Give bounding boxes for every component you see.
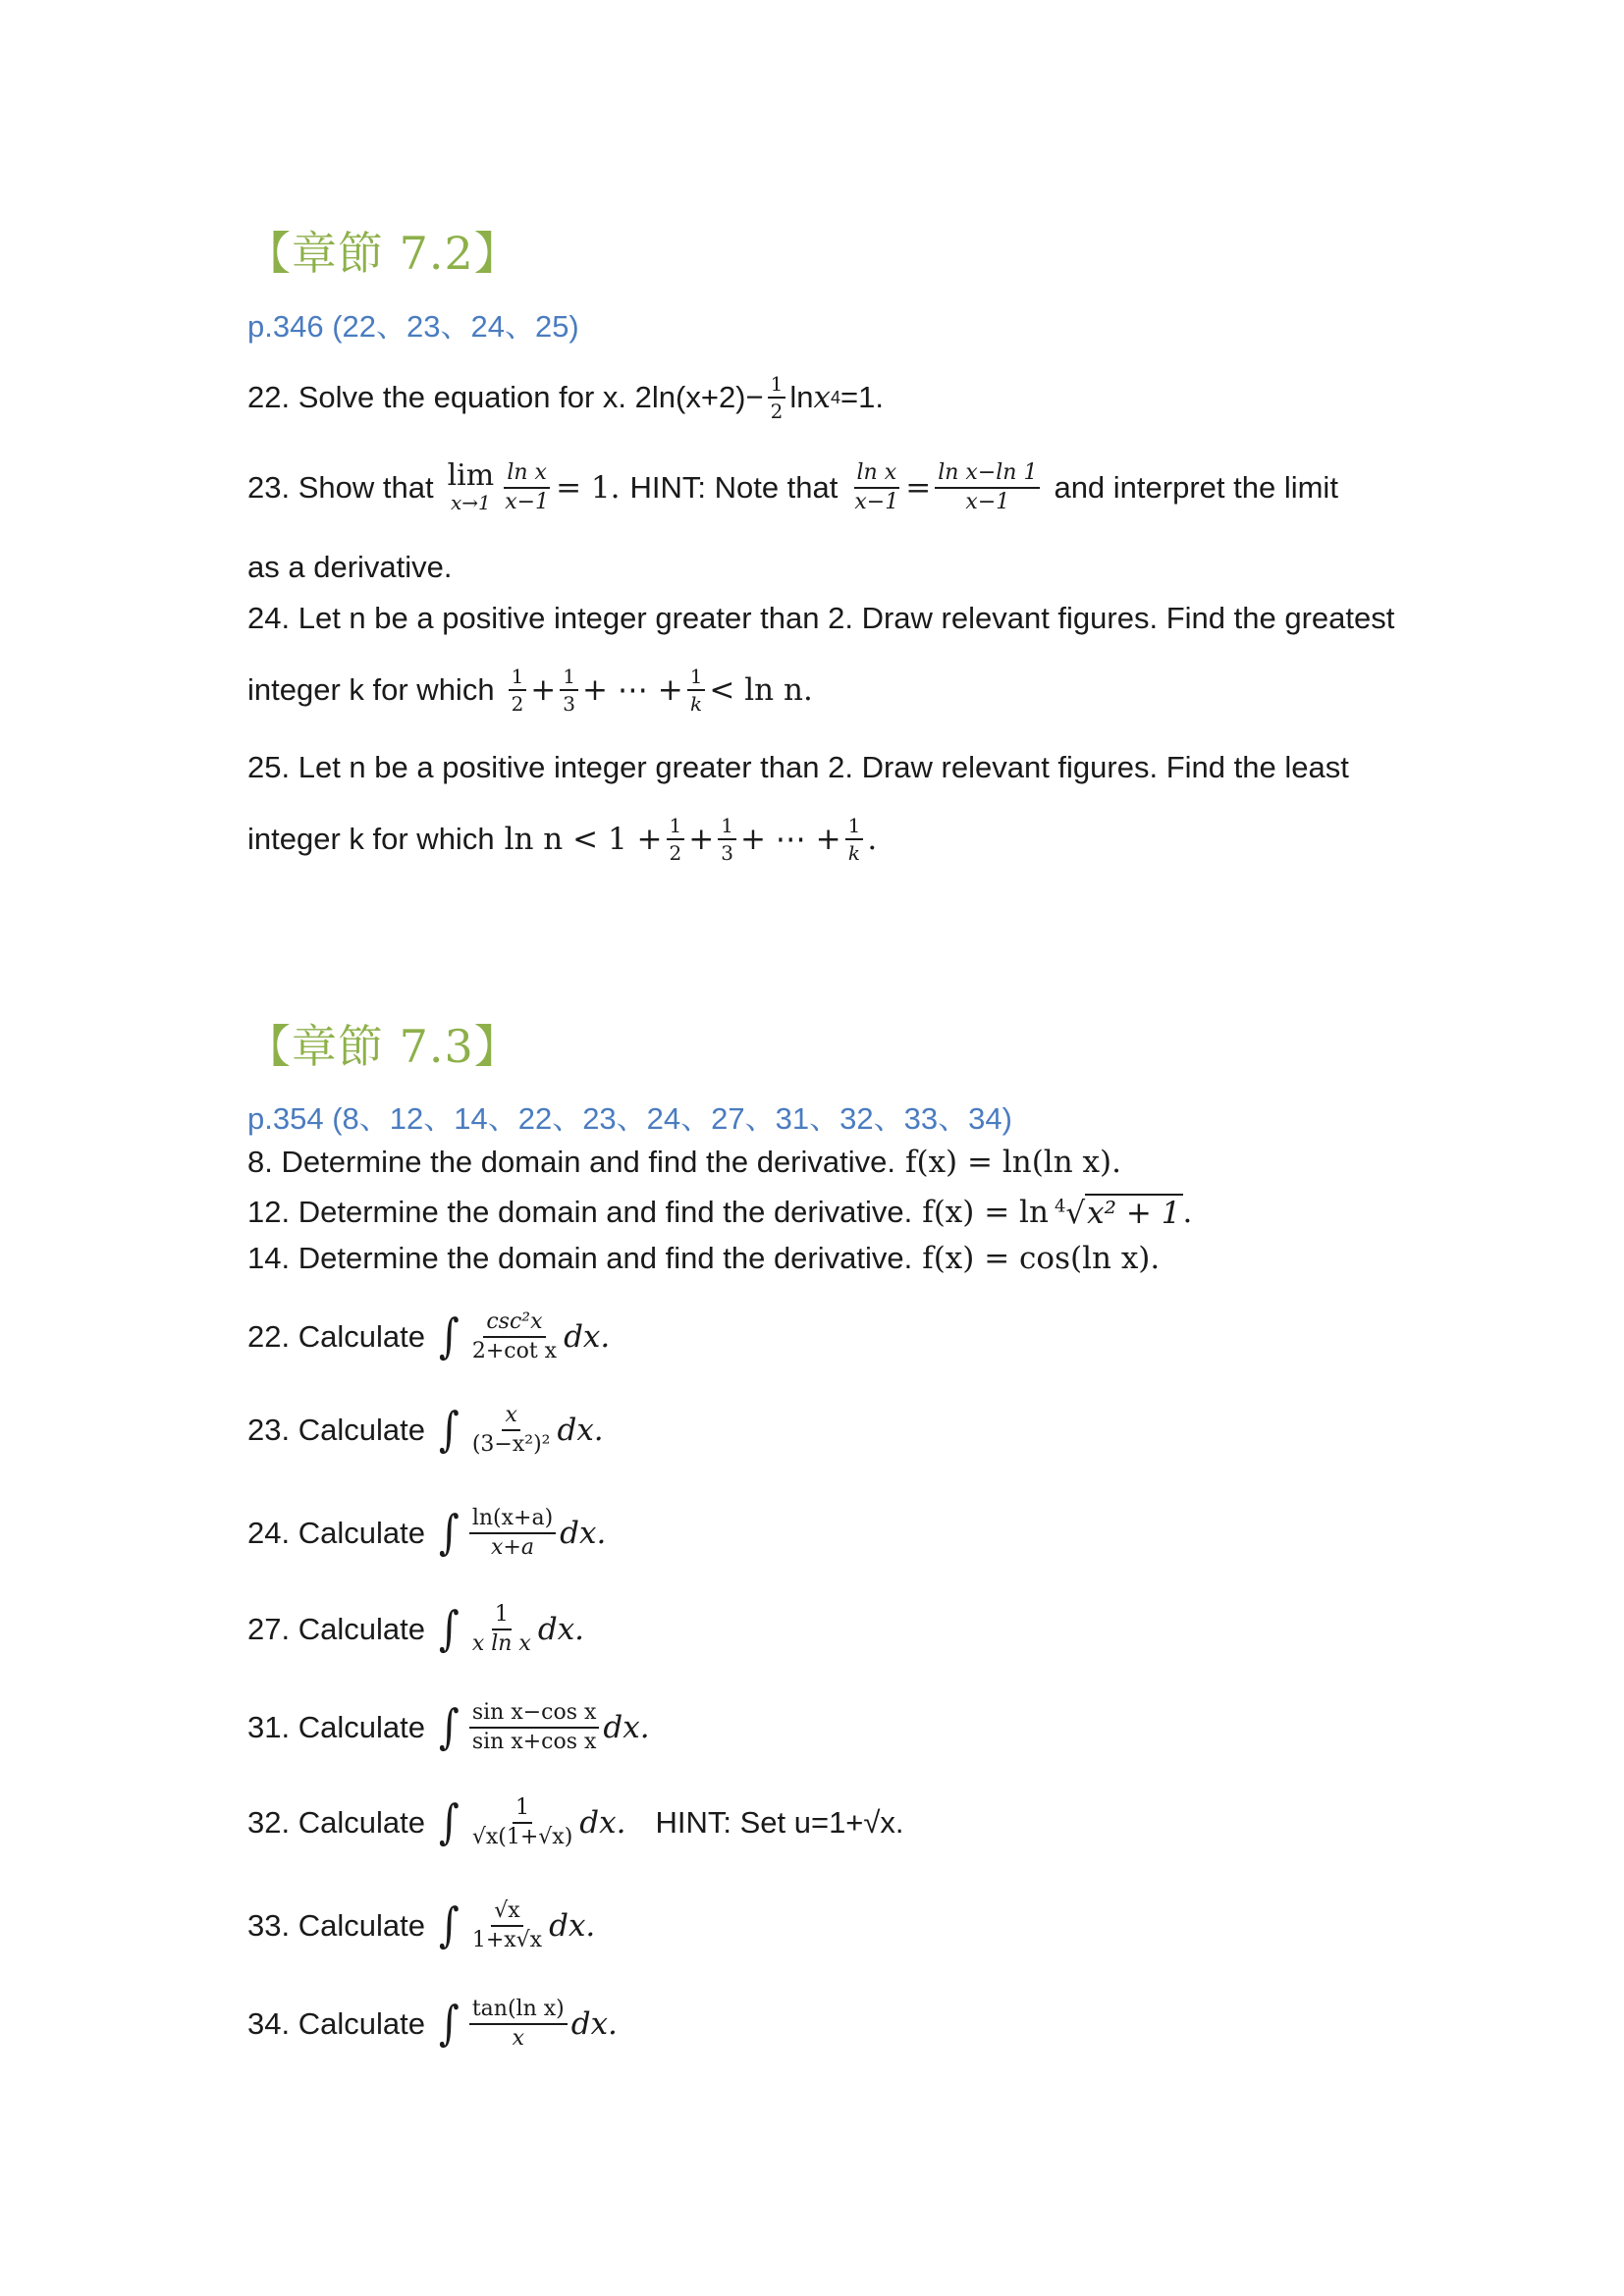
fraction-1-k	[687, 666, 706, 715]
calculate-label: Calculate	[298, 1908, 425, 1944]
equation-end: =1.	[839, 380, 884, 414]
numerator: ln x	[504, 461, 550, 489]
integral-sign: ∫	[438, 1309, 460, 1364]
page-reference-7-3: p.354 (8、12、14、22、23、24、27、31、32、33、34)	[247, 1101, 1012, 1136]
numerator: 1	[718, 815, 736, 840]
calculate-label: Calculate	[298, 1516, 425, 1551]
problem-number: 33.	[247, 1908, 291, 1944]
problem-14	[247, 1241, 1160, 1276]
integrand-fraction	[469, 1507, 556, 1560]
numerator: 1	[492, 1603, 512, 1630]
fraction-lnx-minus-ln1	[935, 461, 1040, 514]
numerator: x	[502, 1404, 519, 1431]
calculate-label: Calculate	[298, 2006, 425, 2042]
numerator: ln x−ln 1	[935, 461, 1040, 489]
denominator: x−1	[854, 490, 899, 515]
dx: dx.	[579, 1805, 626, 1842]
problem-23	[247, 458, 1338, 515]
denominator: √x(1+√x)	[471, 1825, 573, 1850]
integral-27	[247, 1603, 584, 1656]
numerator: csc²x	[483, 1310, 545, 1338]
dx: dx.	[549, 1908, 596, 1945]
problem-24-expression	[247, 666, 813, 715]
integrand-fraction	[469, 1899, 545, 1952]
problem-number: 34.	[247, 2006, 291, 2042]
denominator: sin x+cos x	[471, 1730, 597, 1755]
problem-24: 24. Let n be a positive integer greater than 2. Draw relevant figures. Find the greatest	[247, 601, 1395, 635]
problem-number: 32.	[247, 1805, 291, 1841]
numerator: sin x−cos x	[469, 1701, 600, 1729]
problem-22	[247, 373, 884, 422]
integral-23	[247, 1404, 604, 1457]
problem-12: 12. Determine the domain and find the derivative. f(x) = ln $^4$√x² + 1 .	[247, 1195, 1193, 1231]
integral-sign: ∫	[438, 1602, 460, 1657]
problem-number: 27.	[247, 1612, 291, 1647]
limit-operator	[447, 458, 495, 515]
integral-sign: ∫	[438, 1997, 460, 2052]
problem-number: 22.	[247, 1319, 291, 1355]
period: .	[1182, 1195, 1193, 1230]
integral-sign: ∫	[438, 1403, 460, 1458]
section-heading-7-2: 【章節 7.2】	[245, 227, 520, 280]
equals-sign: =	[905, 470, 932, 507]
problem-25-lead: integer k for which	[247, 822, 495, 856]
problem-14-text: 14. Determine the domain and find the derivative.	[247, 1241, 913, 1275]
numerator: tan(ln x)	[469, 1998, 568, 2025]
denominator: k	[847, 841, 861, 865]
radicand: x² + 1	[1087, 1196, 1181, 1231]
denominator: 2	[770, 400, 784, 423]
equals-one: = 1.	[556, 470, 621, 507]
numerator: 1	[513, 1796, 532, 1824]
ln-label: ln	[789, 380, 814, 414]
numerator: 1	[509, 666, 527, 691]
expression-start: ln n < 1 +	[504, 822, 663, 857]
hint-label: HINT: Note that	[629, 470, 839, 506]
fraction-lnx-over-xm1-b	[851, 461, 901, 514]
denominator: 2+cot x	[471, 1339, 558, 1364]
problem-25-expression: integer k for which ln n < 1 + $\frac{1}{2}$ + $\frac{1}{3}$ + ⋯ + $\frac{1}{k}$ .	[247, 814, 878, 865]
plus-sign: +	[530, 672, 557, 708]
integral-sign: ∫	[438, 1506, 460, 1561]
dx: dx.	[560, 1516, 607, 1552]
numerator: √x	[491, 1899, 522, 1927]
ellipsis: + ⋯ +	[582, 672, 683, 708]
root-index: 4	[1054, 1196, 1066, 1217]
integral-sign: ∫	[438, 1898, 460, 1953]
numerator: ln(x+a)	[469, 1507, 556, 1534]
fraction-1-2	[667, 815, 685, 864]
dx: dx.	[557, 1413, 604, 1449]
lim-subscript: x→1	[451, 491, 491, 515]
variable-x: x	[813, 380, 831, 415]
numerator: 1	[845, 815, 864, 840]
integrand-fraction	[469, 1603, 534, 1656]
dx: dx.	[570, 2006, 618, 2043]
integrand-fraction	[469, 1701, 600, 1754]
integrand-fraction	[469, 1796, 575, 1849]
integral-33	[247, 1899, 595, 1952]
denominator: x ln x	[471, 1631, 531, 1657]
integral-24	[247, 1507, 606, 1560]
problem-number: 31.	[247, 1710, 291, 1745]
expression-end: < ln n.	[709, 672, 813, 708]
integrand-fraction	[469, 1310, 560, 1363]
integral-22	[247, 1310, 610, 1363]
problem-8-math: f(x) = ln(ln x).	[905, 1145, 1121, 1180]
integrand-fraction	[469, 1998, 568, 2051]
denominator: 1+x√x	[471, 1928, 543, 1953]
problem-number: 24.	[247, 1516, 291, 1551]
calculate-label: Calculate	[298, 1710, 425, 1745]
calculate-label: Calculate	[298, 1805, 425, 1841]
lim-label: lim	[447, 458, 495, 494]
section-heading-7-3: 【章節 7.3】	[245, 1020, 520, 1073]
numerator: ln x	[854, 461, 900, 489]
problem-14-math: f(x) = cos(ln x).	[922, 1241, 1161, 1276]
problem-number: 23.	[247, 1413, 291, 1448]
denominator: x	[512, 2026, 524, 2052]
fraction-1-k	[845, 815, 864, 864]
denominator: 3	[721, 841, 733, 865]
problem-25: 25. Let n be a positive integer greater than 2. Draw relevant figures. Find the least	[247, 750, 1349, 784]
plus-sign: +	[688, 822, 715, 857]
problem-12-text: 12. Determine the domain and find the derivative.	[247, 1195, 913, 1229]
page-reference-7-2: p.346 (22、23、24、25)	[247, 309, 579, 344]
numerator: 1	[687, 666, 706, 691]
fraction-lnx-over-xm1	[502, 461, 552, 514]
problem-12-math: f(x) = ln	[922, 1195, 1049, 1230]
calculate-label: Calculate	[298, 1413, 425, 1448]
denominator: x−1	[965, 490, 1010, 515]
numerator: 1	[768, 373, 786, 399]
dx: dx.	[537, 1612, 585, 1648]
problem-8-text: 8. Determine the domain and find the derivative.	[247, 1145, 895, 1179]
integral-sign: ∫	[438, 1795, 460, 1850]
fraction-half	[768, 373, 786, 422]
numerator: 1	[560, 666, 578, 691]
denominator: 3	[563, 692, 576, 716]
problem-22-text: 22. Solve the equation for x. 2ln(x+2)−	[247, 380, 764, 414]
denominator: 2	[669, 841, 682, 865]
numerator: 1	[667, 815, 685, 840]
denominator: x+a	[491, 1535, 534, 1561]
problem-23-continuation: as a derivative.	[247, 550, 453, 584]
hint-text: HINT: Set u=1+√x.	[655, 1805, 904, 1841]
calculate-label: Calculate	[298, 1319, 425, 1355]
integrand-fraction	[469, 1404, 554, 1457]
ellipsis: + ⋯ +	[739, 822, 841, 857]
calculate-label: Calculate	[298, 1612, 425, 1647]
dx: dx.	[603, 1710, 650, 1746]
fraction-1-2	[509, 666, 527, 715]
problem-23-lead: 23. Show that	[247, 470, 434, 506]
problem-23-after: and interpret the limit	[1054, 470, 1338, 506]
denominator: x−1	[505, 490, 550, 515]
exponent: 4	[830, 387, 840, 407]
fraction-1-3	[560, 666, 578, 715]
problem-24-lead: integer k for which	[247, 672, 495, 707]
integral-sign: ∫	[438, 1700, 460, 1755]
integral-32	[247, 1796, 904, 1849]
integral-31	[247, 1701, 650, 1754]
denominator: k	[689, 692, 703, 716]
denominator: 2	[511, 692, 524, 716]
fraction-1-3	[718, 815, 736, 864]
denominator: (3−x²)²	[471, 1432, 551, 1458]
integral-34	[247, 1998, 618, 2051]
dx: dx.	[564, 1319, 611, 1356]
problem-8	[247, 1145, 1121, 1180]
